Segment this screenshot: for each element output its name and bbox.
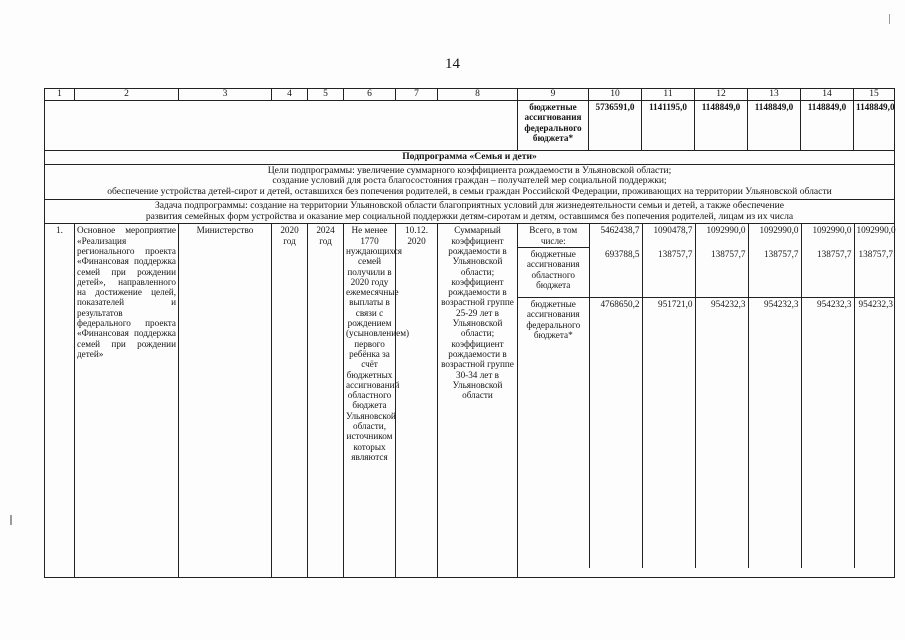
measure-result: Не менее 1770 нуждающихся семей получили в 2020 году ежемесячные выплаты в связи с рождением (усыновлением) первого ребёнка за счёт бюджетных ассигнований областного бюджета Ульяновской области, источником которых являются	[344, 224, 396, 578]
column-number: 10	[589, 89, 642, 101]
funding-source: бюджетные ассигнования федерального бюджета*	[518, 101, 589, 151]
funding-value: 954232,3	[854, 298, 895, 568]
tasks-row	[45, 199, 895, 223]
measure-date: 10.12. 2020	[396, 224, 438, 578]
funding-value: 138757,7	[642, 248, 695, 298]
measure-row	[45, 224, 895, 578]
scan-mark	[10, 515, 12, 525]
funding-value: 954232,3	[801, 298, 854, 568]
column-number: 8	[438, 89, 518, 101]
measure-end-year: 2024 год	[308, 224, 344, 578]
funding-value: 1092990,0	[748, 224, 801, 247]
column-number: 14	[801, 89, 854, 101]
measure-number: 1.	[45, 224, 75, 578]
goal-line: создание условий для роста благосостояния граждан – получателей мер социальной поддержки;	[272, 175, 667, 187]
goals-row	[45, 164, 895, 199]
funding-source: бюджетные ассигнования областного бюджета	[518, 248, 589, 298]
funding-value: 1092990,0	[854, 224, 895, 247]
column-number: 2	[75, 89, 179, 101]
column-number: 12	[695, 89, 748, 101]
funding-value: 5462438,7	[589, 224, 642, 247]
empty-cell	[45, 101, 518, 151]
funding-value: 951721,0	[642, 298, 695, 568]
funding-row-regional	[518, 248, 895, 298]
subprogram-title: Подпрограмма «Семья и дети»	[45, 151, 895, 165]
measure-executor: Министерство	[179, 224, 272, 578]
funding-value: 1092990,0	[695, 224, 748, 247]
column-number: 6	[344, 89, 396, 101]
funding-value: 1148849,0	[801, 101, 854, 151]
scan-mark	[889, 14, 890, 24]
column-number: 11	[642, 89, 695, 101]
column-number-row	[45, 89, 895, 101]
funding-row-federal	[518, 298, 895, 568]
column-number: 13	[748, 89, 801, 101]
column-number: 7	[396, 89, 438, 101]
column-number: 15	[854, 89, 895, 101]
funding-value: 1090478,7	[642, 224, 695, 247]
measure-indicator: Суммарный коэффициент рождаемости в Ульяновской области; коэффициент рождаемости в возрастной группе 25-29 лет в Ульяновской области; коэффициент рождаемости в возрастной группе 30-34 лет в Ульяновской области	[438, 224, 518, 578]
funding-value: 5736591,0	[589, 101, 642, 151]
task-line: Задача подпрограммы: создание на территории Ульяновской области благоприятных условий для жизнедеятельности семьи и детей, а также обеспечение	[154, 199, 785, 211]
measure-funding	[518, 224, 895, 578]
funding-table	[44, 88, 895, 578]
column-number: 1	[45, 89, 75, 101]
subprogram-title-row	[45, 151, 895, 165]
funding-value: 138757,7	[801, 248, 854, 298]
funding-value: 4768650,2	[589, 298, 642, 568]
funding-value: 954232,3	[748, 298, 801, 568]
task-line: развития семейных форм устройства и оказание мер социальной поддержки детям-сиротам и детям, оставшимся без попечения родителей, лицам из их числа	[145, 210, 794, 222]
funding-value: 954232,3	[695, 298, 748, 568]
subprogram-goals	[45, 164, 895, 199]
funding-value: 1148849,0	[748, 101, 801, 151]
goal-line: Цели подпрограммы: увеличение суммарного коэффициента рождаемости в Ульяновской области;	[267, 164, 672, 176]
funding-source: Всего, в том числе:	[518, 224, 589, 247]
measure-name: Основное мероприятие «Реализация регионального проекта «Финансовая поддержка семей при рождении детей», направленного на достижение целей, показателей и результатов федерального проекта «Финансовая поддержка семей при рождении детей»	[75, 224, 179, 578]
column-number: 4	[272, 89, 308, 101]
page-number: 14	[445, 56, 460, 72]
funding-row-total	[518, 224, 895, 247]
measure-start-year: 2020 год	[272, 224, 308, 578]
federal-total-row	[45, 101, 895, 151]
column-number: 3	[179, 89, 272, 101]
column-number: 5	[308, 89, 344, 101]
funding-value: 1148849,0	[854, 101, 895, 151]
funding-value: 1092990,0	[801, 224, 854, 247]
column-number: 9	[518, 89, 589, 101]
funding-value: 1148849,0	[695, 101, 748, 151]
funding-value: 1141195,0	[642, 101, 695, 151]
funding-value: 138757,7	[854, 248, 895, 298]
goal-line: обеспечение устройства детей-сирот и детей, оставшихся без попечения родителей, в семьи граждан Российской Федерации, проживающих на территории Ульяновской области	[107, 186, 832, 198]
funding-value: 138757,7	[748, 248, 801, 298]
subprogram-tasks	[45, 199, 895, 223]
funding-value: 138757,7	[695, 248, 748, 298]
funding-value: 693788,5	[589, 248, 642, 298]
funding-source: бюджетные ассигнования федерального бюджета*	[526, 299, 581, 340]
funding-subtable	[518, 224, 895, 567]
